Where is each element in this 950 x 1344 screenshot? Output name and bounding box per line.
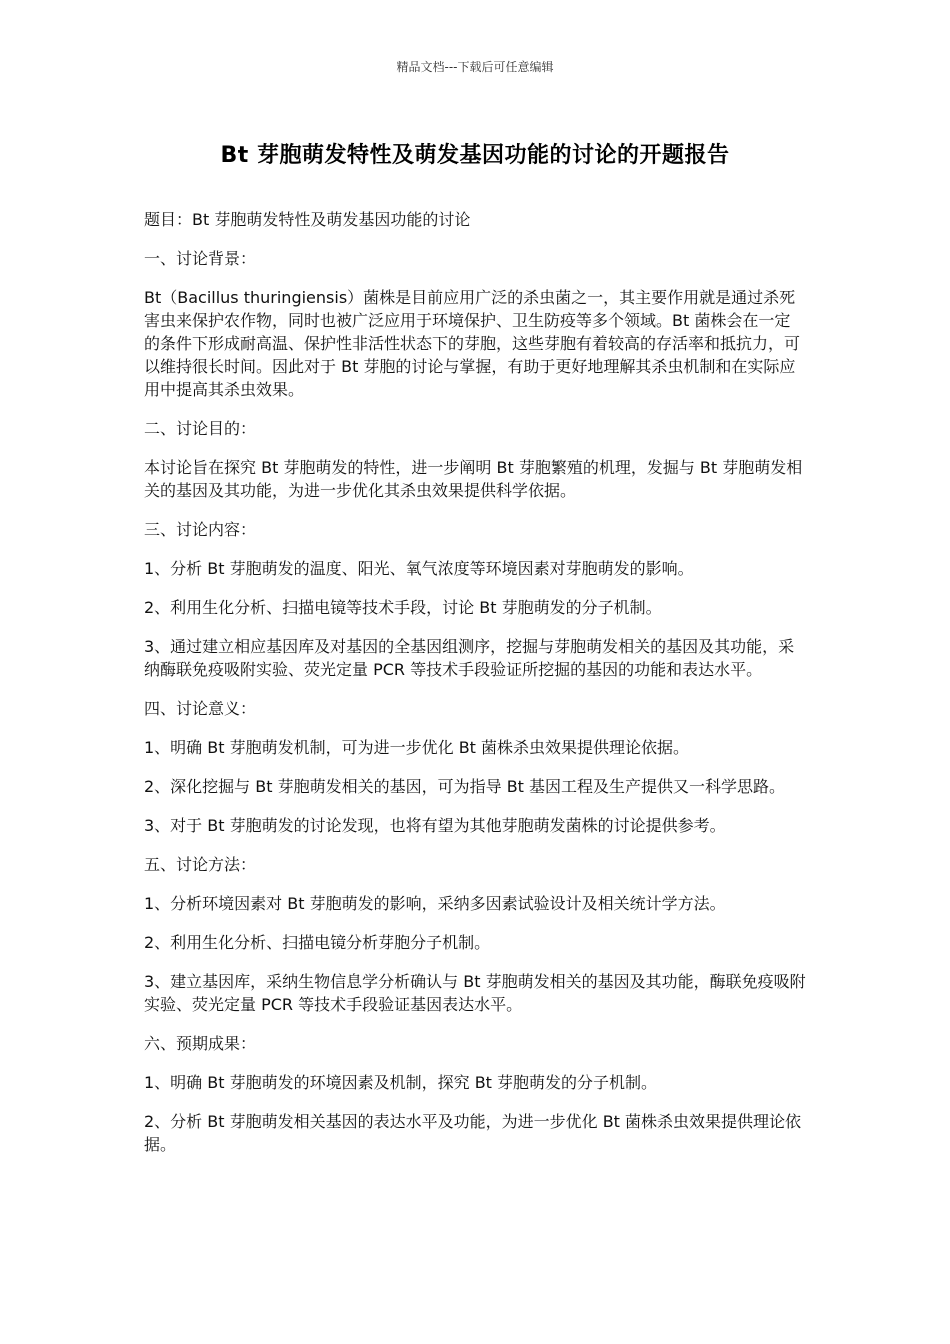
purpose-paragraph: 本讨论旨在探究 Bt 芽胞萌发的特性，进一步阐明 Bt 芽胞繁殖的机理，发掘与 Bt 芽胞萌发相关的基因及其功能，为进一步优化其杀虫效果提供科学依据。 xyxy=(144,458,803,500)
content-item-2: 2、利用生化分析、扫描电镜等技术手段，讨论 Bt 芽胞萌发的分子机制。 xyxy=(144,598,662,617)
significance-item-3: 3、对于 Bt 芽胞萌发的讨论发现，也将有望为其他芽胞萌发菌株的讨论提供参考。 xyxy=(144,816,726,835)
content-item-1: 1、分析 Bt 芽胞萌发的温度、阳光、氧气浓度等环境因素对芽胞萌发的影响。 xyxy=(144,559,694,578)
section-heading-outcomes: 六、预期成果： xyxy=(144,1034,257,1053)
section-heading-purpose: 二、讨论目的： xyxy=(144,419,257,438)
section-heading-content: 三、讨论内容： xyxy=(144,520,257,539)
document-body xyxy=(144,208,806,1172)
significance-item-2: 2、深化挖掘与 Bt 芽胞萌发相关的基因，可为指导 Bt 基因工程及生产提供又一科学思路。 xyxy=(144,777,786,796)
background-paragraph: Bt（Bacillus thuringiensis）菌株是目前应用广泛的杀虫菌之一，其主要作用就是通过杀死害虫来保护农作物，同时也被广泛应用于环境保护、卫生防疫等多个领域。Bt 菌株会在一定的条件下形成耐高温、保护性非活性状态下的芽胞，这些芽胞有着较高的存活率和抵抗力，可以维持很长时间。因此对于 Bt 芽胞的讨论与掌握，有助于更好地理解其杀虫机制和在实际应用中提高其杀虫效果。 xyxy=(144,288,801,399)
section-heading-significance: 四、讨论意义： xyxy=(144,699,257,718)
section-heading-background: 一、讨论背景： xyxy=(144,249,257,268)
topic-line: 题目：Bt 芽胞萌发特性及萌发基因功能的讨论 xyxy=(144,210,471,229)
methods-item-1: 1、分析环境因素对 Bt 芽胞萌发的影响，采纳多因素试验设计及相关统计学方法。 xyxy=(144,894,726,913)
significance-item-1: 1、明确 Bt 芽胞萌发机制，可为进一步优化 Bt 菌株杀虫效果提供理论依据。 xyxy=(144,738,690,757)
header-note: 精品文档---下载后可任意编辑 xyxy=(396,60,554,74)
document-title: Bt 芽胞萌发特性及萌发基因功能的讨论的开题报告 xyxy=(220,143,730,168)
methods-item-3: 3、建立基因库，采纳生物信息学分析确认与 Bt 芽胞萌发相关的基因及其功能，酶联免疫吸附实验、荧光定量 PCR 等技术手段验证基因表达水平。 xyxy=(144,972,806,1014)
content-item-3: 3、通过建立相应基因库及对基因的全基因组测序，挖掘与芽胞萌发相关的基因及其功能，采纳酶联免疫吸附实验、荧光定量 PCR 等技术手段验证所挖掘的基因的功能和表达水平。 xyxy=(144,637,795,679)
outcomes-item-1: 1、明确 Bt 芽胞萌发的环境因素及机制，探究 Bt 芽胞萌发的分子机制。 xyxy=(144,1073,658,1092)
outcomes-item-2: 2、分析 Bt 芽胞萌发相关基因的表达水平及功能，为进一步优化 Bt 菌株杀虫效果提供理论依据。 xyxy=(144,1112,802,1154)
methods-item-2: 2、利用生化分析、扫描电镜分析芽胞分子机制。 xyxy=(144,933,491,952)
section-heading-methods: 五、讨论方法： xyxy=(144,855,257,874)
